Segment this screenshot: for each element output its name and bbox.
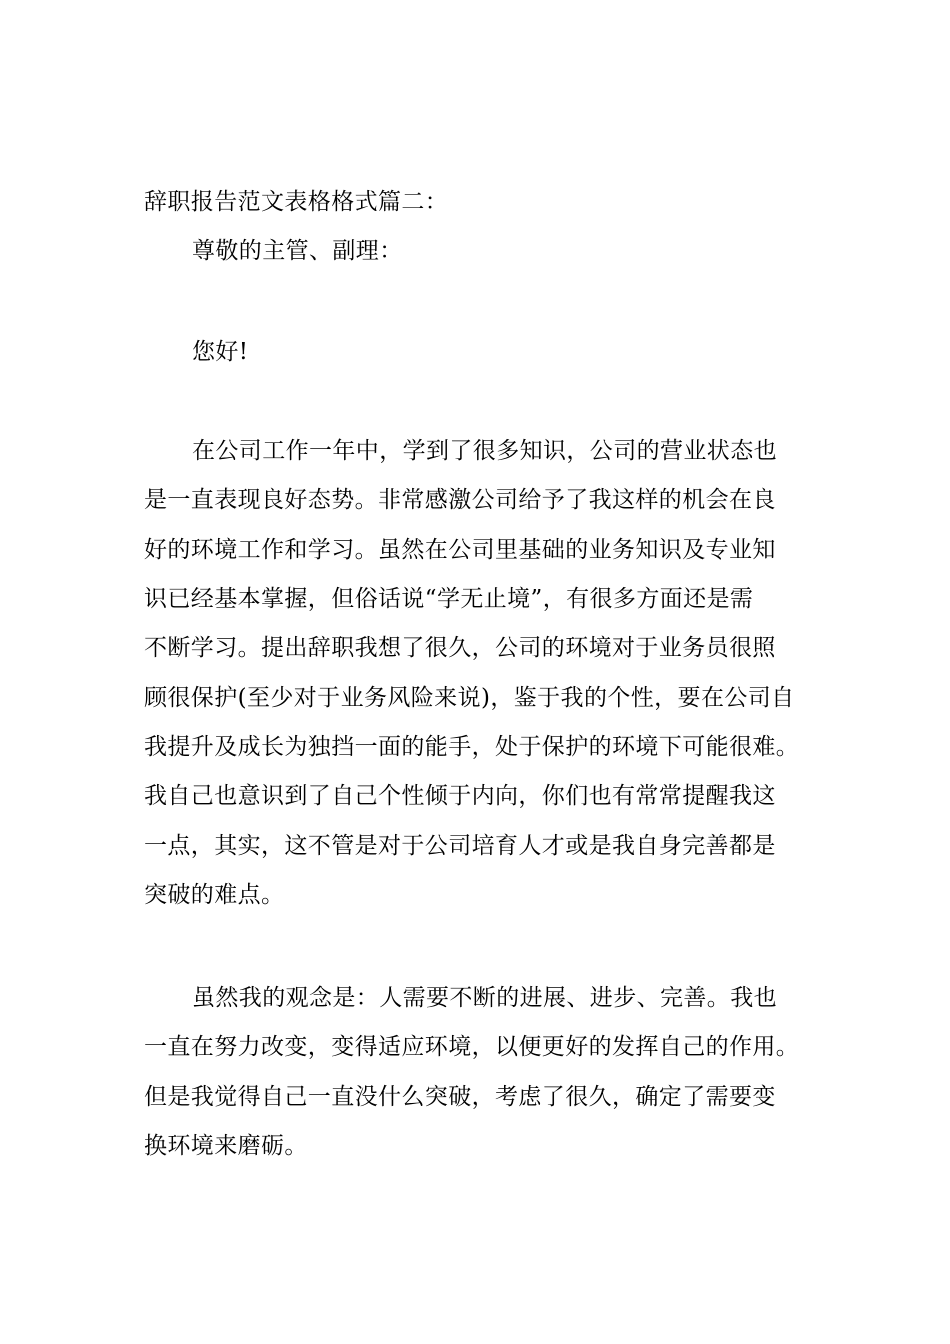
greeting: 您好! [192,339,249,365]
paragraph-line: 突破的难点。 [144,882,285,908]
paragraph-line: 虽然我的观念是：人需要不断的进展、进步、完善。我也 [192,985,777,1011]
paragraph-line: 一点，其实，这不管是对于公司培育人才或是我自身完善都是 [144,833,776,859]
paragraph-line: 我自己也意识到了自己个性倾于内向，你们也有常常提醒我这 [144,783,776,809]
paragraph-line: 好的环境工作和学习。虽然在公司里基础的业务知识及专业知 [144,537,776,563]
paragraph-line: 不断学习。提出辞职我想了很久，公司的环境对于业务员很照 [144,635,776,661]
paragraph-line: 是一直表现良好态势。非常感激公司给予了我这样的机会在良 [144,487,776,513]
paragraph-line: 顾很保护(至少对于业务风险来说)，鉴于我的个性，要在公司自 [144,685,795,711]
document-title: 辞职报告范文表格格式篇二： [144,189,449,215]
paragraph-line: 识已经基本掌握，但俗话说“学无止境”，有很多方面还是需 [144,586,754,612]
paragraph-line: 但是我觉得自己一直没什么突破，考虑了很久，确定了需要变 [144,1084,776,1110]
salutation: 尊敬的主管、副理： [192,238,403,264]
paragraph-line: 换环境来磨砺。 [144,1133,308,1159]
paragraph-line: 我提升及成长为独挡一面的能手，处于保护的环境下可能很难。 [144,734,800,760]
paragraph-line: 一直在努力改变，变得适应环境，以便更好的发挥自己的作用。 [144,1034,800,1060]
paragraph-line: 在公司工作一年中，学到了很多知识，公司的营业状态也 [192,438,777,464]
